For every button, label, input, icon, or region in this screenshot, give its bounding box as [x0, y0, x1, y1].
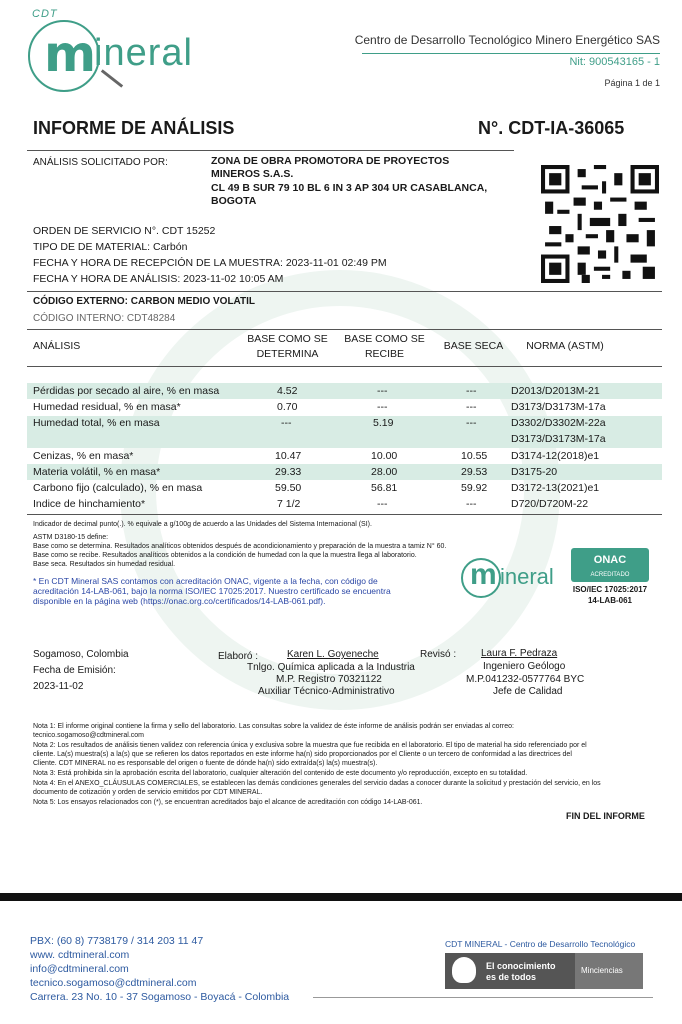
cell-det: 4.52 — [277, 385, 298, 397]
cell-rec: 56.81 — [371, 482, 398, 494]
nit: Nit: 900543165 - 1 — [569, 56, 660, 68]
note-4: documento de cotización y orden de servicio emitidos por CDT MINERAL. — [33, 789, 263, 796]
material-type: TIPO DE DE MATERIAL: Carbón — [33, 241, 188, 253]
cell-norm: D3302/D3302M-22a — [511, 417, 606, 429]
cell-name: Humedad total, % en masa — [33, 417, 160, 429]
note-2: Cliente. CDT MINERAL no es responsable del origen o fuente de dónde ha(n) sido extraída(s) la(s) muestra(s). — [33, 760, 378, 767]
note-2: cliente. La(s) muestra(s) a la(s) que se refieren los datos reportados en este informe ha(n) sido proporcionados por el Cliente o un tercero de conformidad a las directrices del — [33, 751, 572, 758]
divider — [27, 150, 514, 151]
cell-norm: D3174-12(2018)e1 — [511, 450, 600, 462]
reviewed-by-title: Ingeniero Geólogo — [483, 661, 566, 672]
footnote: Indicador de decimal punto(.). % equivale a g/100g de acuerdo a las Unidades del Sistema Internacional (SI). — [33, 521, 372, 528]
cell-norm: D3173/D3173M-17a — [511, 433, 606, 445]
col-determined-1: BASE COMO SE — [247, 333, 328, 345]
divider — [27, 366, 662, 367]
made-by-label: Elaboró : — [218, 651, 259, 662]
footer-line — [313, 997, 653, 998]
gov-slogan-2: es de todos — [486, 972, 537, 982]
onac-code: 14-LAB-061 — [587, 596, 632, 605]
made-by-name: Karen L. Goyeneche — [287, 649, 379, 660]
reviewed-by-registry: M.P.041232-0577764 BYC — [466, 674, 585, 685]
company-name: Centro de Desarrollo Tecnológico Minero Energético SAS — [354, 33, 660, 47]
note-4: Nota 4: En el ANEXO_CLÁUSULAS COMERCIALES, se establecen las demás condiciones generales del servicio dadas a conocer durante la solicitud y prestación del servicio, en los — [33, 780, 601, 787]
cell-dry: 10.55 — [461, 450, 488, 462]
made-by-title: Tnlgo. Química aplicada a la Industria — [247, 662, 415, 673]
cell-norm: D2013/D2013M-21 — [511, 385, 600, 397]
requester-name-2: MINEROS S.A.S. — [211, 168, 294, 180]
requester-city: BOGOTA — [211, 195, 257, 207]
cell-det: 10.47 — [275, 450, 302, 462]
reception-date: FECHA Y HORA DE RECEPCIÓN DE LA MUESTRA: 2023-11-01 02:49 PM — [33, 257, 387, 269]
cell-dry: --- — [466, 498, 477, 510]
cell-name: Pérdidas por secado al aire, % en masa — [33, 385, 220, 397]
onac-iso: ISO/IEC 17025:2017 — [572, 585, 648, 594]
logo-text: ineral — [94, 32, 193, 74]
coat-of-arms-icon — [452, 957, 476, 983]
report-number: N°. CDT-IA-36065 — [478, 118, 625, 138]
onac-label: ONAC — [593, 554, 627, 566]
col-determined-2: DETERMINA — [256, 348, 319, 360]
footer-company: CDT MINERAL - Centro de Desarrollo Tecnológico — [445, 939, 636, 949]
external-code: CÓDIGO EXTERNO: CARBON MEDIO VOLATIL — [33, 296, 256, 307]
cell-rec: --- — [377, 385, 388, 397]
cell-name: Humedad residual, % en masa* — [33, 401, 181, 413]
gov-ministry: Minciencias — [581, 966, 623, 975]
cell-det: 29.33 — [275, 466, 302, 478]
cell-name: Carbono fijo (calculado), % en masa — [33, 482, 203, 494]
cell-norm: D3172-13(2021)e1 — [511, 482, 600, 494]
analysis-date: FECHA Y HORA DE ANÁLISIS: 2023-11-02 10:05 AM — [33, 273, 284, 285]
footer-phone: PBX: (60 8) 7738179 / 314 203 11 47 — [30, 935, 204, 947]
cell-dry: --- — [466, 401, 477, 413]
cell-dry: 59.92 — [461, 482, 488, 494]
cell-rec: --- — [377, 498, 388, 510]
made-by-registry: M.P. Registro 70321122 — [276, 674, 382, 685]
cell-det: 0.70 — [277, 401, 298, 413]
requester-name-1: ZONA DE OBRA PROMOTORA DE PROYECTOS — [211, 155, 450, 167]
cell-rec: --- — [377, 401, 388, 413]
cell-det: --- — [281, 417, 292, 429]
onac-sub: ACREDITADO — [590, 572, 630, 578]
footnote: ASTM D3180-15 define: — [33, 534, 109, 541]
accreditation-note: disponible en la página web (https://onac.org.co/certificados/14-LAB-061.pdf). — [33, 596, 326, 606]
report-title: INFORME DE ANÁLISIS — [33, 118, 235, 138]
cell-rec: 10.00 — [371, 450, 398, 462]
col-dry: BASE SECA — [443, 340, 504, 352]
divider — [27, 329, 662, 330]
reviewed-by-role: Jefe de Calidad — [493, 686, 563, 697]
accreditation-note: * En CDT Mineral SAS contamos con acreditación ONAC, vigente a la fecha, con código de — [33, 576, 378, 586]
end-of-report: FIN DEL INFORME — [566, 811, 645, 821]
page-number: Página 1 de 1 — [604, 78, 660, 88]
footnote: Base seca. Resultados sin humedad residual. — [33, 561, 176, 568]
cell-norm: D3173/D3173M-17a — [511, 401, 606, 413]
cell-det: 7 1/2 — [277, 498, 301, 510]
requester-address: CL 49 B SUR 79 10 BL 6 IN 3 AP 304 UR CASABLANCA, — [211, 182, 488, 194]
issue-date: 2023-11-02 — [33, 681, 84, 692]
logo-small-text: ineral — [500, 564, 554, 589]
footer-address: Carrera. 23 No. 10 - 37 Sogamoso - Boyacá - Colombia — [30, 991, 290, 1003]
note-2: Nota 2: Los resultados de análisis tienen validez con referencia única y exclusiva sobre la muestra que fue recibida en el laboratorio. El tipo de material ha sido referenciado por el — [33, 742, 587, 749]
logo-small-m: m — [470, 558, 497, 591]
made-by-role: Auxiliar Técnico-Administrativo — [258, 686, 395, 697]
col-analysis: ANÁLISIS — [33, 340, 81, 352]
city: Sogamoso, Colombia — [33, 649, 129, 660]
logo-m-letter: m — [44, 25, 97, 83]
cell-name: Materia volátil, % en masa* — [33, 466, 161, 478]
footnote: Base como se recibe. Resultados analíticos obtenidos a la condición de humedad con la que la muestra llega al laboratorio. — [33, 552, 417, 559]
note-1: Nota 1: El informe original contiene la firma y sello del laboratorio. Las consultas sobre la validez de éste informe de análisis podrán ser enviadas al correo: — [33, 723, 514, 730]
cell-dry: 29.53 — [461, 466, 488, 478]
note-1-email: tecnico.sogamoso@cdtmineral.com — [33, 732, 144, 739]
logo-cdt-text: CDT — [32, 8, 58, 20]
issue-label: Fecha de Emisión: — [33, 665, 116, 676]
footer-email: info@cdtmineral.com — [30, 963, 129, 975]
footer-web: www. cdtmineral.com — [30, 949, 130, 961]
gov-slogan-1: El conocimiento — [486, 961, 556, 971]
reviewed-by-name: Laura F. Pedraza — [481, 648, 558, 659]
divider — [27, 514, 662, 515]
col-received-2: RECIBE — [364, 348, 405, 360]
cell-rec: 5.19 — [373, 417, 394, 429]
cell-name: Cenizas, % en masa* — [33, 450, 134, 462]
cell-rec: 28.00 — [371, 466, 398, 478]
footer-bar — [0, 893, 682, 901]
footer-email-2: tecnico.sogamoso@cdtmineral.com — [30, 977, 197, 989]
internal-code: CÓDIGO INTERNO: CDT48284 — [33, 313, 176, 324]
cell-dry: --- — [466, 417, 477, 429]
accreditation-note: acreditación 14-LAB-061, bajo la norma ISO/IEC 17025:2017. Nuestro certificado se encuentra — [33, 586, 391, 596]
cell-dry: --- — [466, 385, 477, 397]
requester-label: ANÁLISIS SOLICITADO POR: — [33, 157, 168, 168]
col-norm: NORMA (ASTM) — [526, 340, 604, 352]
cell-name: Indice de hinchamiento* — [33, 498, 146, 510]
note-3: Nota 3: Está prohibida sin la aprobación escrita del laboratorio, cualquier alteración del contenido de este documento y/o reproducción, excepto en su totalidad. — [33, 770, 528, 777]
cell-norm: D3175-20 — [511, 466, 558, 478]
note-5: Nota 5: Los ensayos relacionados con (*), se encuentran acreditados bajo el alcance de acreditación con código 14-LAB-061. — [33, 799, 423, 806]
cell-det: 59.50 — [275, 482, 302, 494]
reviewed-by-label: Revisó : — [420, 649, 457, 660]
qr-code — [541, 159, 659, 289]
cell-norm: D720/D720M-22 — [511, 498, 589, 510]
footnote: Base como se determina. Resultados analíticos obtenidos después de acondicionamiento y preparación de la muestra a tamiz N° 60. — [33, 543, 447, 550]
header-divider — [362, 53, 660, 54]
col-received-1: BASE COMO SE — [344, 333, 425, 345]
service-order: ORDEN DE SERVICIO N°. CDT 15252 — [33, 225, 216, 237]
divider — [27, 291, 662, 292]
onac-badge — [571, 548, 649, 582]
